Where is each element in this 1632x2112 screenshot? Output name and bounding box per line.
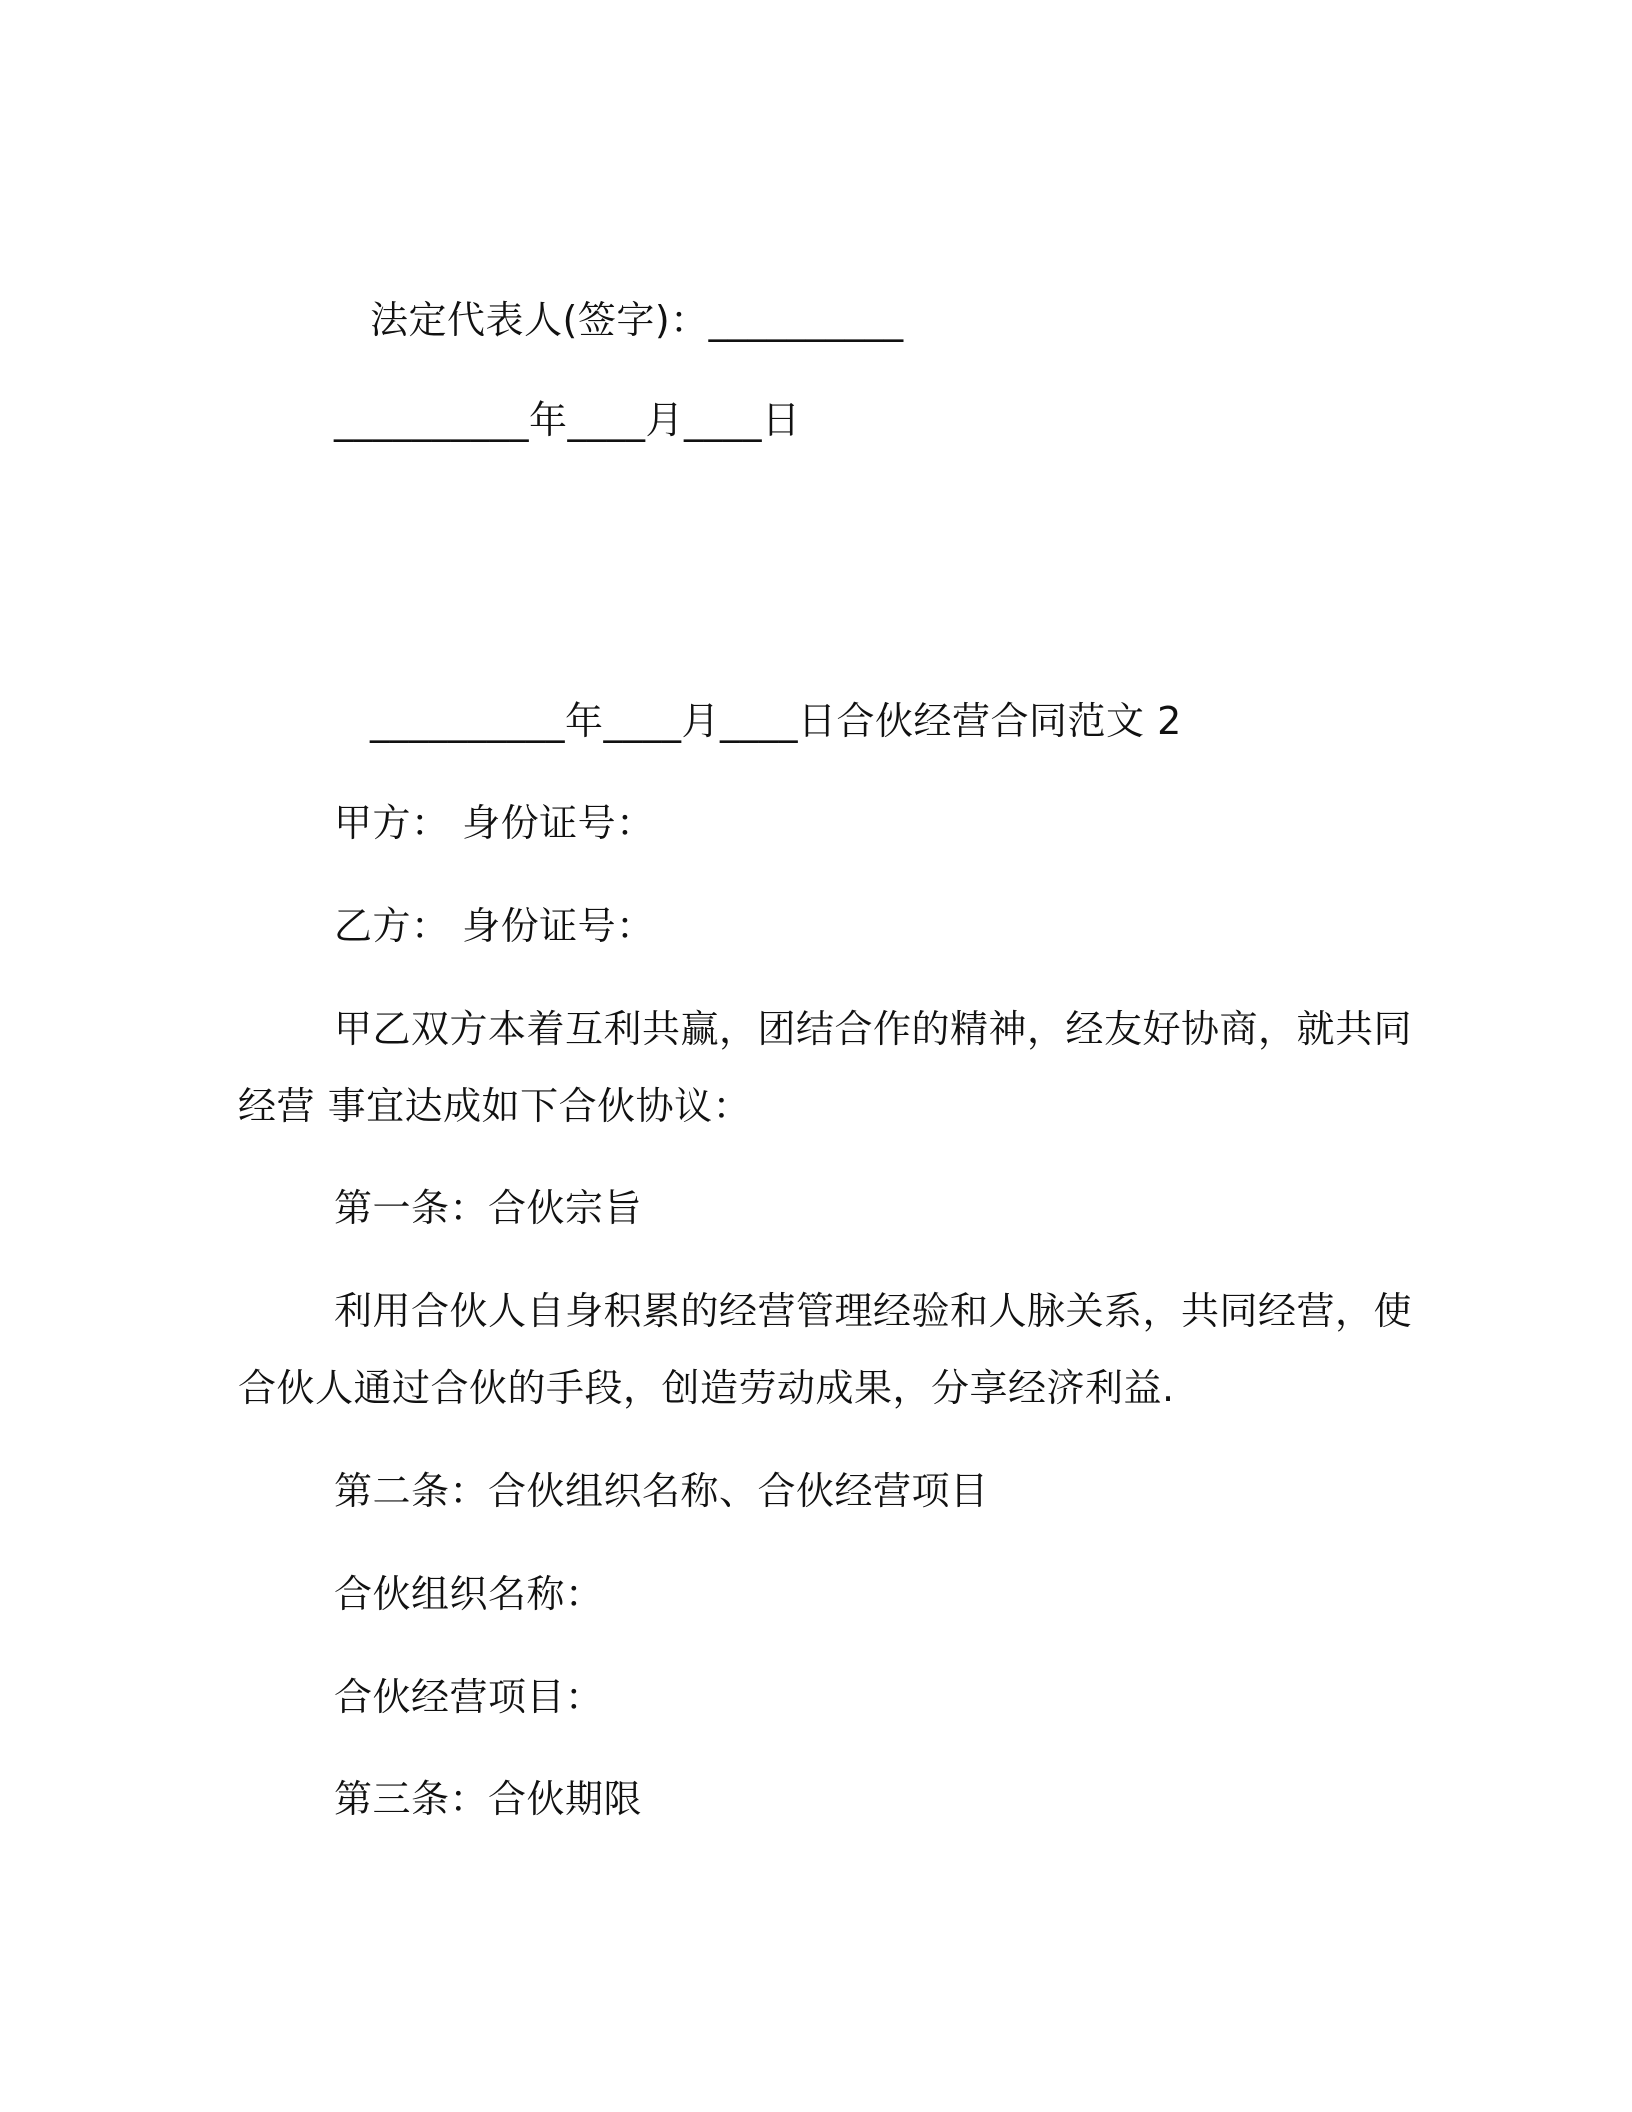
party-b-line: 乙方： 身份证号： bbox=[334, 904, 655, 948]
article-1-paragraph-line-2: 合伙人通过合伙的手段，创造劳动成果，分享经济利益. bbox=[238, 1366, 1175, 1410]
contract-heading: __________年____月____日合伙经营合同范文 2 bbox=[370, 699, 1182, 743]
article-3-title: 第三条：合伙期限 bbox=[334, 1777, 643, 1821]
article-2-title: 第二条：合伙组织名称、合伙经营项目 bbox=[334, 1469, 989, 1513]
party-a-line: 甲方： 身份证号： bbox=[334, 801, 655, 845]
partnership-name-label: 合伙组织名称： bbox=[334, 1572, 604, 1616]
legal-representative-signature-line: 法定代表人(签字)：__________ bbox=[370, 298, 904, 342]
partnership-project-label: 合伙经营项目： bbox=[334, 1675, 604, 1719]
signature-date-line: __________年____月____日 bbox=[334, 398, 801, 442]
intro-paragraph-line-2: 经营 事宜达成如下合伙协议： bbox=[238, 1084, 752, 1128]
article-1-paragraph-line-1: 利用合伙人自身积累的经营管理经验和人脉关系，共同经营，使 bbox=[334, 1289, 1413, 1333]
intro-paragraph-line-1: 甲乙双方本着互利共赢，团结合作的精神，经友好协商，就共同 bbox=[334, 1007, 1413, 1051]
article-1-title: 第一条：合伙宗旨 bbox=[334, 1186, 643, 1230]
